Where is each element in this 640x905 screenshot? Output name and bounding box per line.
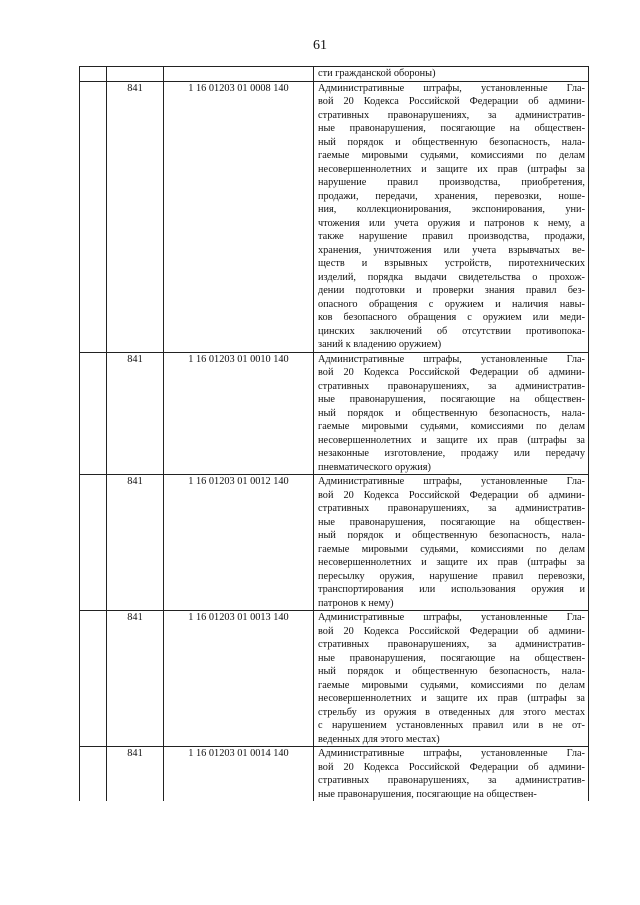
description-line: веденных для этого местах) <box>318 733 440 745</box>
description-line: хранения, уничтожения или учета взрывчатых ве- <box>318 244 585 256</box>
description-line: сти гражданской обороны) <box>318 68 436 79</box>
description-line: незаконные изготовление, продажу или передачу <box>318 448 585 459</box>
row-index-cell <box>80 352 107 475</box>
description-line: пересылку оружия, нарушение правил перевозки, <box>318 570 585 582</box>
description-line: вой 20 Кодекса Российской Федерации об админи- <box>318 489 585 501</box>
table-row <box>80 352 589 475</box>
description-line: вой 20 Кодекса Российской Федерации об админи- <box>318 367 585 378</box>
description-line: стративных правонарушениях, за административ- <box>318 380 585 392</box>
row-index-cell <box>80 475 107 611</box>
description-line: Административные штрафы, установленные Гла- <box>318 82 585 94</box>
page-number: 61 <box>313 38 327 53</box>
description-cell <box>314 81 589 352</box>
kbk-code-cell: 1 16 01203 01 0012 140 <box>164 475 314 611</box>
description-line: также нарушение правил производства, продажи, <box>318 231 585 242</box>
table-row <box>80 475 589 611</box>
description-line: гаемые мировыми судьями, комиссиями по делам <box>318 679 585 691</box>
row-index-cell <box>80 81 107 352</box>
description-line: пневматического оружия) <box>318 461 431 473</box>
budget-codes-table <box>79 66 589 801</box>
table-row <box>80 81 589 352</box>
description-line: чтожения или учета оружия и патронов к нему, а <box>318 217 585 229</box>
table-row <box>80 747 589 802</box>
description-cell <box>314 747 589 802</box>
description-line: транспортирования или использования оружия и <box>318 584 585 595</box>
description-line: продажи, передачи, хранения, перевозки, ноше- <box>318 190 585 202</box>
admin-code-cell: 841 <box>107 352 164 475</box>
description-line: ные правонарушения, посягающие на обществен- <box>318 788 537 800</box>
kbk-code-cell: 1 16 01203 01 0010 140 <box>164 352 314 475</box>
description-line: ные правонарушения, посягающие на обществен- <box>318 123 585 134</box>
description-line: вой 20 Кодекса Российской Федерации об админи- <box>318 761 585 773</box>
description-line: стративных правонарушениях, за административ- <box>318 503 585 514</box>
description-line: вой 20 Кодекса Российской Федерации об админи- <box>318 96 585 107</box>
row-index-cell <box>80 611 107 747</box>
description-line: опасного обращения с оружием и наличия навы- <box>318 298 585 310</box>
description-line: несовершеннолетних и защите их прав (штрафы за <box>318 434 585 446</box>
description-line: с нарушением установленных правил или в не от- <box>318 720 585 731</box>
description-line: дении подготовки и проверки знания правил без- <box>318 285 585 296</box>
row-index-cell <box>80 747 107 802</box>
description-line: патронов к нему) <box>318 597 394 609</box>
description-line: Административные штрафы, установленные Гла- <box>318 353 585 365</box>
description-line: стрельбу из оружия в отведенных для этого местах <box>318 706 585 718</box>
description-line: Административные штрафы, установленные Гла- <box>318 476 585 487</box>
description-line: стративных правонарушениях, за административ- <box>318 775 585 786</box>
description-line: заний к владению оружием) <box>318 339 442 350</box>
description-line: ные правонарушения, посягающие на обществен- <box>318 394 585 405</box>
description-line: ный порядок и общественную безопасность, нала- <box>318 530 585 541</box>
description-line: гаемые мировыми судьями, комиссиями по делам <box>318 150 585 161</box>
description-line: ния, коллекционирования, экспонирования, уни- <box>318 204 585 215</box>
description-line: ные правонарушения, посягающие на обществен- <box>318 652 585 664</box>
table-row <box>80 611 589 747</box>
description-line: Административные штрафы, установленные Гла- <box>318 612 585 623</box>
admin-code-cell <box>107 67 164 82</box>
description-line: цинских заключений об отсутствии противопока- <box>318 325 585 337</box>
description-cell <box>314 611 589 747</box>
kbk-code-cell: 1 16 01203 01 0008 140 <box>164 81 314 352</box>
description-cell <box>314 475 589 611</box>
description-line: несовершеннолетних и защите их прав (штрафы за <box>318 163 585 175</box>
admin-code-cell: 841 <box>107 81 164 352</box>
description-line: изделий, порядка выдачи свидетельства о прохож- <box>318 271 585 283</box>
description-line: ков безопасного обращения с оружием или меди- <box>318 312 585 323</box>
kbk-code-cell <box>164 67 314 82</box>
description-line: гаемые мировыми судьями, комиссиями по делам <box>318 421 585 432</box>
row-index-cell <box>80 67 107 82</box>
description-line: стративных правонарушениях, за административ- <box>318 639 585 650</box>
description-line: несовершеннолетних и защите их прав (штрафы за <box>318 557 585 568</box>
description-line: Административные штрафы, установленные Гла- <box>318 748 585 759</box>
description-line: гаемые мировыми судьями, комиссиями по делам <box>318 543 585 555</box>
table-row <box>80 67 589 82</box>
description-line: ный порядок и общественную безопасность, нала- <box>318 407 585 419</box>
description-line: несовершеннолетних и защите их прав (штрафы за <box>318 693 585 704</box>
description-line: ный порядок и общественную безопасность, нала- <box>318 136 585 148</box>
admin-code-cell: 841 <box>107 747 164 802</box>
description-cell <box>314 67 589 82</box>
admin-code-cell: 841 <box>107 475 164 611</box>
description-line: нарушение правил производства, приобретения, <box>318 177 585 188</box>
kbk-code-cell: 1 16 01203 01 0013 140 <box>164 611 314 747</box>
description-line: ный порядок и общественную безопасность, нала- <box>318 666 585 677</box>
admin-code-cell: 841 <box>107 611 164 747</box>
description-line: ные правонарушения, посягающие на обществен- <box>318 516 585 528</box>
description-line: ществ и взрывных устройств, пиротехнических <box>318 258 585 269</box>
description-line: вой 20 Кодекса Российской Федерации об админи- <box>318 625 585 637</box>
description-line: стративных правонарушениях, за административ- <box>318 109 585 121</box>
description-cell <box>314 352 589 475</box>
kbk-code-cell: 1 16 01203 01 0014 140 <box>164 747 314 802</box>
table-body <box>80 67 589 802</box>
